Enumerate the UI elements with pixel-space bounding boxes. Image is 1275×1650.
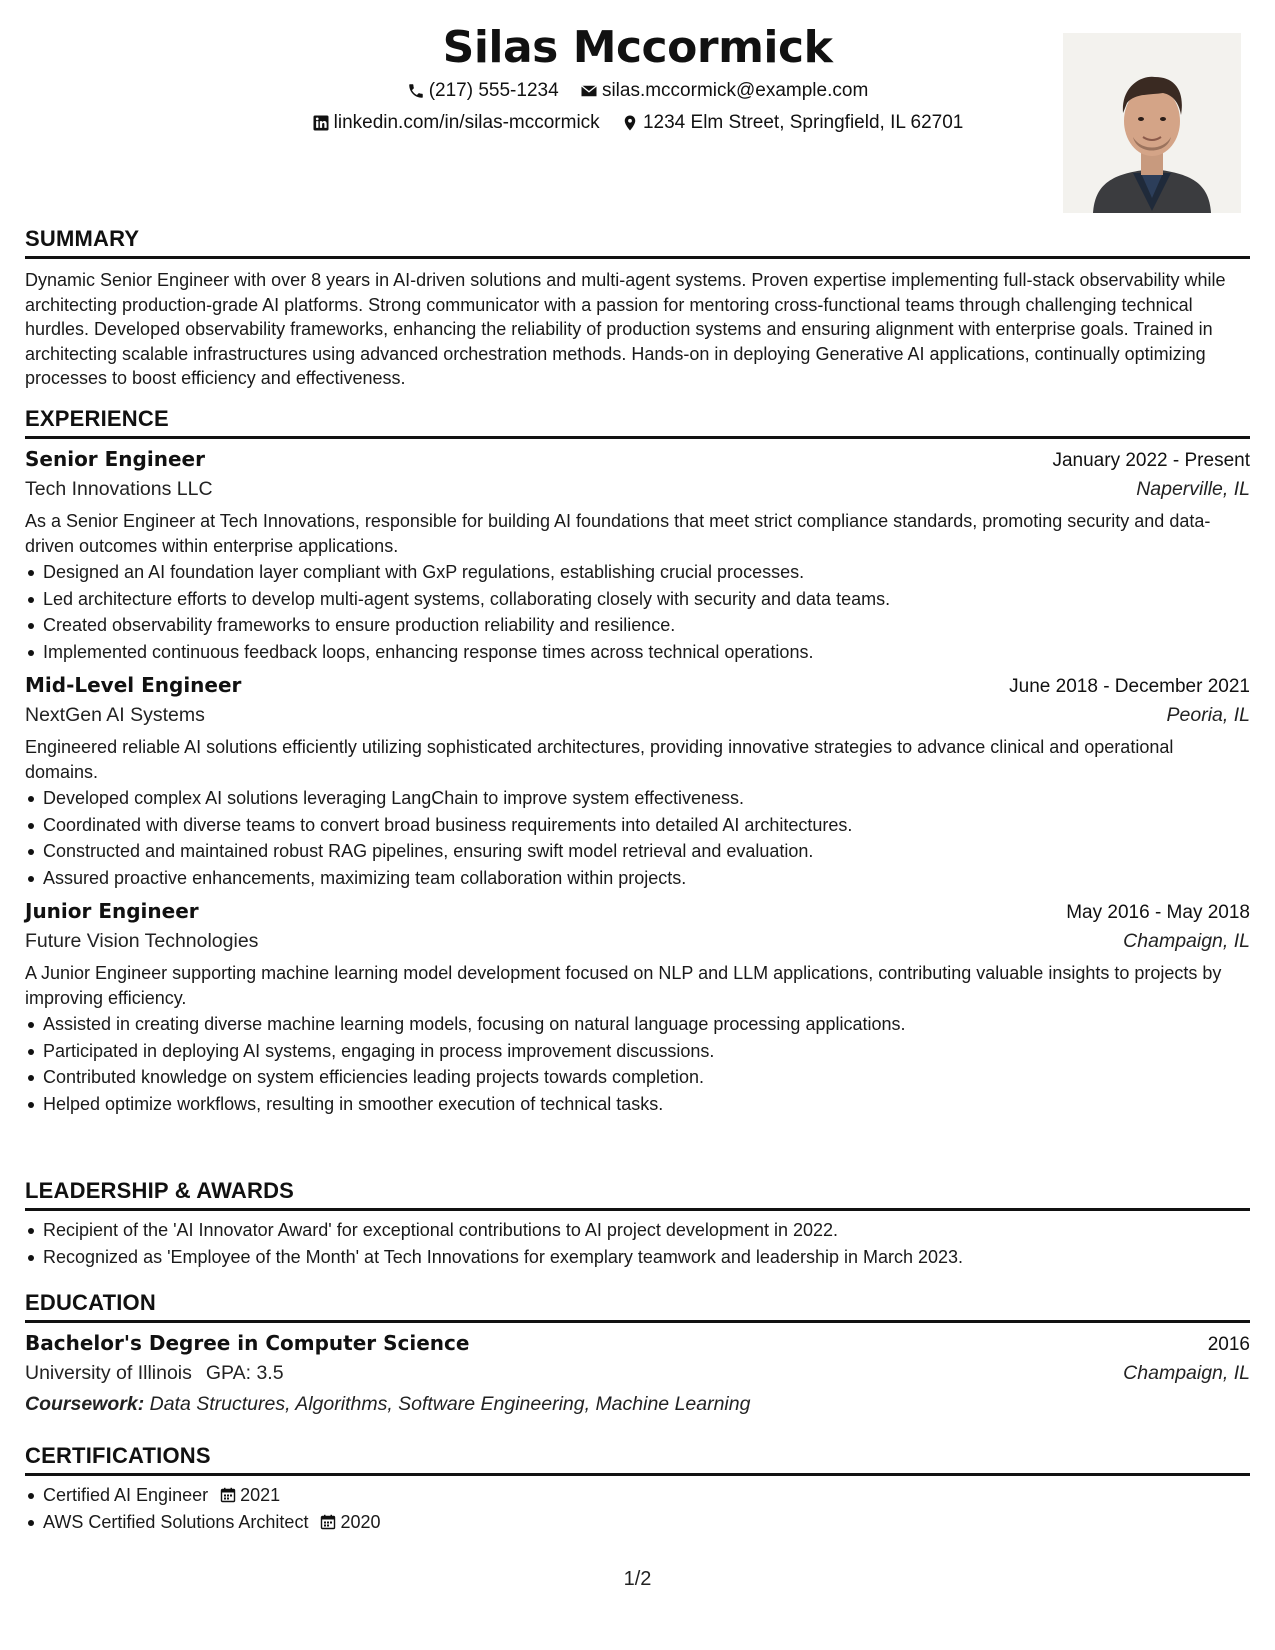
cert-name: Certified AI Engineer <box>43 1485 209 1505</box>
certifications-heading: CERTIFICATIONS <box>25 1443 1250 1476</box>
education-entry <box>25 1331 1250 1416</box>
map-pin-icon <box>621 114 639 132</box>
job-title: Junior Engineer <box>25 899 199 923</box>
job-company: Future Vision Technologies <box>25 930 259 952</box>
linkedin-icon <box>312 114 330 132</box>
profile-photo-illustration <box>1063 33 1241 213</box>
job-description: A Junior Engineer supporting machine learning model development focused on NLP and LLM applications, contributing valuable insights to projects by improving efficiency. <box>25 963 1222 1008</box>
certifications-section <box>25 1443 1250 1535</box>
education-heading: EDUCATION <box>25 1290 1250 1323</box>
school-line <box>25 1362 284 1385</box>
certifications-list <box>25 1482 1250 1535</box>
phone-contact <box>407 80 559 102</box>
resume-header <box>25 0 1250 215</box>
job-description: Engineered reliable AI solutions efficiently utilizing sophisticated architectures, providing innovative strategies to advance clinical and operational domains. <box>25 737 1174 782</box>
address-contact <box>621 112 963 134</box>
job-date: May 2016 - May 2018 <box>1066 902 1250 923</box>
job-title: Mid-Level Engineer <box>25 673 242 697</box>
list-item: Developed complex AI solutions leveraging LangChain to improve system effectiveness. <box>25 785 1250 812</box>
email-contact[interactable] <box>580 80 868 102</box>
summary-text: Dynamic Senior Engineer with over 8 years in AI-driven solutions and multi-agent systems. Proven expertise implementing full-stack observability while architecting production-grade AI platforms. Strong communicator with a passion for mentoring cross-functional teams through challenging technical hurdles. Developed observability frameworks, enhancing the reliability of production systems and ensuring alignment with enterprise goals. Trained in architecting scalable infrastructures using advanced orchestration methods. Hands-on in deploying Generative AI applications, continually optimizing processes to boost efficiency and effectiveness. <box>25 270 1226 388</box>
list-item: Led architecture efforts to develop multi-agent systems, collaborating closely with security and data teams. <box>25 586 1250 613</box>
candidate-name: Silas Mccormick <box>442 22 833 73</box>
education-section <box>25 1290 1250 1416</box>
list-item: Participated in deploying AI systems, engaging in process improvement discussions. <box>25 1038 1250 1065</box>
coursework-text: Data Structures, Algorithms, Software Engineering, Machine Learning <box>149 1393 751 1415</box>
job-entry <box>25 447 1250 665</box>
linkedin-contact[interactable] <box>312 112 600 134</box>
resume-page <box>25 0 1250 1650</box>
job-location: Naperville, IL <box>1136 478 1250 500</box>
cert-year: 2020 <box>340 1511 381 1532</box>
job-location: Peoria, IL <box>1166 704 1250 726</box>
job-entry <box>25 673 1250 891</box>
job-location: Champaign, IL <box>1123 930 1250 952</box>
school-name: University of Illinois <box>25 1362 192 1384</box>
awards-list <box>25 1217 1250 1270</box>
degree-title: Bachelor's Degree in Computer Science <box>25 1331 470 1355</box>
list-item: Constructed and maintained robust RAG pipelines, ensuring swift model retrieval and evaluation. <box>25 838 1250 865</box>
phone-text: (217) 555-1234 <box>428 80 559 101</box>
list-item: Recipient of the 'AI Innovator Award' for exceptional contributions to AI project development in 2022. <box>25 1217 1250 1244</box>
list-item <box>25 1509 1250 1536</box>
list-item: Created observability frameworks to ensure production reliability and resilience. <box>25 612 1250 639</box>
cert-name: AWS Certified Solutions Architect <box>43 1511 309 1532</box>
address-text: 1234 Elm Street, Springfield, IL 62701 <box>642 112 964 133</box>
envelope-icon <box>580 82 598 100</box>
job-bullets <box>25 785 1250 891</box>
leadership-heading: LEADERSHIP & AWARDS <box>25 1178 1250 1211</box>
summary-heading: SUMMARY <box>25 226 1250 259</box>
gpa: GPA: 3.5 <box>205 1362 284 1384</box>
job-title: Senior Engineer <box>25 447 205 471</box>
job-bullets <box>25 1011 1250 1117</box>
list-item <box>25 1482 1250 1509</box>
leadership-section <box>25 1178 1250 1270</box>
list-item: Designed an AI foundation layer compliant with GxP regulations, establishing crucial processes. <box>25 559 1250 586</box>
list-item: Helped optimize workflows, resulting in smoother execution of technical tasks. <box>25 1091 1250 1118</box>
cert-year: 2021 <box>240 1485 281 1505</box>
job-date: January 2022 - Present <box>1052 450 1250 471</box>
list-item: Assisted in creating diverse machine learning models, focusing on natural language processing applications. <box>25 1011 1250 1038</box>
job-company: NextGen AI Systems <box>25 704 205 726</box>
phone-icon <box>407 82 425 100</box>
experience-heading: EXPERIENCE <box>25 406 1250 439</box>
list-item: Contributed knowledge on system efficiencies leading projects towards completion. <box>25 1064 1250 1091</box>
linkedin-text: linkedin.com/in/silas-mccormick <box>333 112 600 133</box>
graduation-year: 2016 <box>1207 1334 1250 1355</box>
experience-section <box>25 406 1250 1117</box>
email-text: silas.mccormick@example.com <box>601 80 869 101</box>
summary-section <box>25 226 1250 391</box>
coursework-line <box>25 1393 1250 1416</box>
list-item: Coordinated with diverse teams to convert broad business requirements into detailed AI architectures. <box>25 812 1250 839</box>
list-item: Implemented continuous feedback loops, enhancing response times across technical operations. <box>25 639 1250 666</box>
profile-photo <box>1063 33 1241 213</box>
job-description: As a Senior Engineer at Tech Innovations, responsible for building AI foundations that meet strict compliance standards, promoting security and data-driven outcomes within enterprise applications. <box>25 511 1211 556</box>
job-company: Tech Innovations LLC <box>25 478 213 500</box>
job-entry <box>25 899 1250 1117</box>
page-number: 1/2 <box>623 1568 652 1590</box>
coursework-label: Coursework: <box>25 1393 145 1415</box>
list-item: Recognized as 'Employee of the Month' at Tech Innovations for exemplary teamwork and leadership in March 2023. <box>25 1244 1250 1271</box>
calendar-icon <box>320 1514 336 1530</box>
calendar-icon <box>220 1487 236 1503</box>
job-bullets <box>25 559 1250 665</box>
list-item: Assured proactive enhancements, maximizing team collaboration within projects. <box>25 865 1250 892</box>
school-location: Champaign, IL <box>1123 1362 1250 1384</box>
job-date: June 2018 - December 2021 <box>1009 676 1250 697</box>
